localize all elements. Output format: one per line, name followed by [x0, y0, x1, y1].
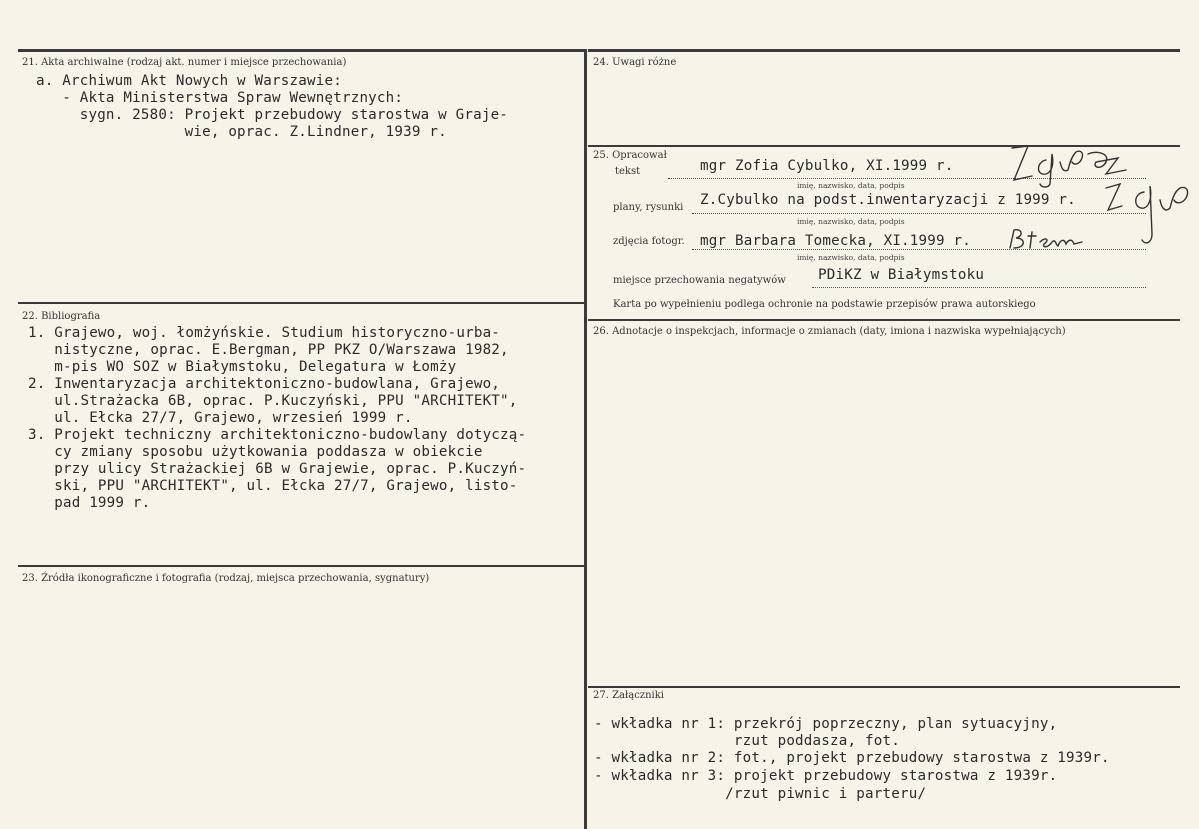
- s21-line-3: sygn. 2580: Projekt przebudowy starostwa w Graje-: [36, 107, 509, 123]
- s22-line-8: cy zmiany sposobu użytkowania poddasza w obiekcie: [28, 444, 483, 460]
- s21-line-1: a. Archiwum Akt Nowych w Warszawie:: [36, 73, 342, 89]
- s22-line-4: 2. Inwentaryzacja architektoniczno-budowlana, Grajewo,: [28, 376, 501, 392]
- signature-cybulko-2: [1100, 170, 1198, 250]
- zdjecia-value: mgr Barbara Tomecka, XI.1999 r.: [700, 233, 971, 249]
- rule-27: [588, 686, 1180, 688]
- s22-line-1: 1. Grajewo, woj. łomżyńskie. Studium historyczno-urba-: [28, 325, 501, 341]
- plany-value: Z.Cybulko na podst.inwentaryzacji z 1999 r.: [700, 192, 1076, 208]
- section-21-title: 21. Akta archiwalne (rodzaj akt. numer i miejsce przechowania): [22, 57, 347, 68]
- s22-line-5: ul.Strażacka 6B, oprac. P.Kuczyński, PPU "ARCHITEKT",: [28, 393, 518, 409]
- s22-line-2: nistyczne, oprac. E.Bergman, PP PKZ O/Warszawa 1982,: [28, 342, 509, 358]
- tekst-caption: imię, nazwisko, data, podpis: [797, 181, 905, 190]
- top-rule-right: [588, 49, 1180, 52]
- plany-label: plany, rysunki: [613, 202, 684, 213]
- negatywy-dotline: [812, 287, 1146, 288]
- center-divider: [584, 49, 587, 829]
- tekst-label: tekst: [615, 166, 641, 177]
- s22-line-10: ski, PPU "ARCHITEKT", ul. Ełcka 27/7, Grajewo, listo-: [28, 478, 518, 494]
- s22-line-7: 3. Projekt techniczny architektoniczno-budowlany dotyczą-: [28, 427, 527, 443]
- s22-line-9: przy ulicy Strażackiej 6B w Grajewie, oprac. P.Kuczyń-: [28, 461, 527, 477]
- s27-line-5: /rzut piwnic i parteru/: [594, 786, 927, 802]
- s22-line-3: m-pis WO SOZ w Białymstoku, Delegatura w Łomży: [28, 359, 457, 375]
- negatywy-value: PDiKZ w Białymstoku: [818, 267, 985, 283]
- s21-line-4: wie, oprac. Z.Lindner, 1939 r.: [36, 124, 447, 140]
- s27-line-4: - wkładka nr 3: projekt przebudowy starostwa z 1939r.: [594, 768, 1058, 784]
- section-27-title: 27. Załączniki: [593, 690, 664, 701]
- s27-line-1: - wkładka nr 1: przekrój poprzeczny, plan sytuacyjny,: [594, 716, 1058, 732]
- s27-line-2: rzut poddasza, fot.: [594, 733, 900, 749]
- section-25-title: 25. Opracował: [593, 150, 667, 161]
- rule-22: [18, 302, 584, 304]
- plany-dotline: [692, 213, 1146, 214]
- top-rule-left: [18, 49, 584, 52]
- section-23-title: 23. Źródła ikonograficzne i fotografia (rodzaj, miejsca przechowania, sygnatury): [22, 573, 430, 584]
- s22-line-6: ul. Ełcka 27/7, Grajewo, wrzesień 1999 r.: [28, 410, 413, 426]
- copyright-note: Karta po wypełnieniu podlega ochronie na podstawie przepisów prawa autorskiego: [613, 299, 1036, 310]
- zdjecia-label: zdjęcia fotogr.: [613, 236, 685, 247]
- signature-tomecka: [1006, 226, 1086, 254]
- s22-line-11: pad 1999 r.: [28, 495, 151, 511]
- section-22-title: 22. Bibliografia: [22, 311, 101, 322]
- rule-26: [588, 319, 1180, 321]
- s27-line-3: - wkładka nr 2: fot., projekt przebudowy starostwa z 1939r.: [594, 750, 1110, 766]
- plany-caption: imię, nazwisko, data, podpis: [797, 217, 905, 226]
- section-26-title: 26. Adnotacje o inspekcjach, informacje o zmianach (daty, imiona i nazwiska wypełniających): [593, 326, 1066, 337]
- tekst-value: mgr Zofia Cybulko, XI.1999 r.: [700, 158, 954, 174]
- rule-23: [18, 565, 584, 567]
- zdjecia-caption: imię, nazwisko, data, podpis: [797, 253, 905, 262]
- negatywy-label: miejsce przechowania negatywów: [613, 275, 786, 286]
- section-24-title: 24. Uwagi różne: [593, 57, 677, 68]
- s21-line-2: - Akta Ministerstwa Spraw Wewnętrznych:: [36, 90, 404, 106]
